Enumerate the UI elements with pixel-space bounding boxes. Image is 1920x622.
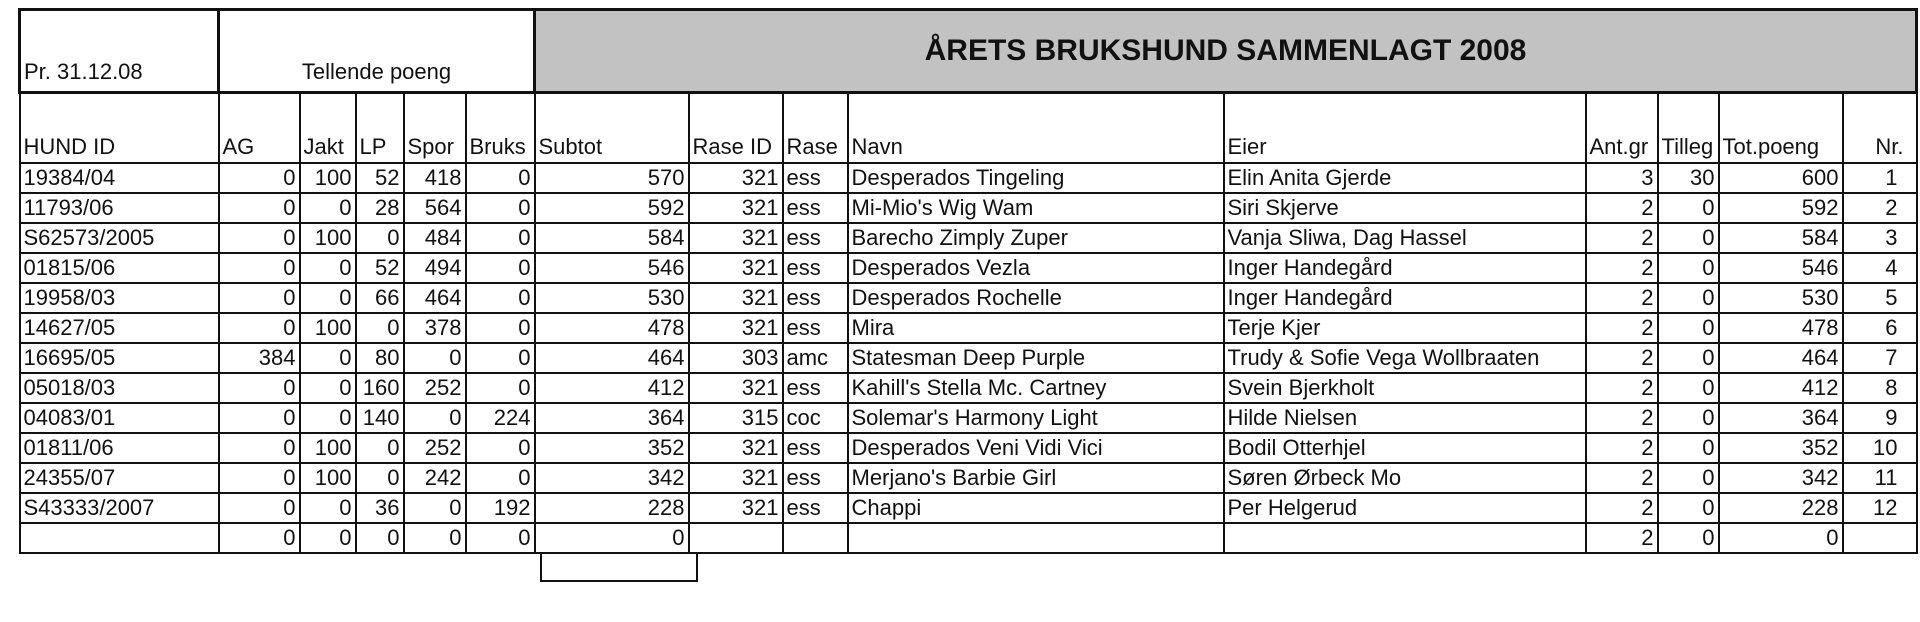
cell-lp[interactable]: 36	[356, 493, 404, 523]
cell-subtot[interactable]: 592	[535, 193, 689, 223]
cell-nr[interactable]: 3	[1843, 223, 1917, 253]
cell-ag[interactable]: 0	[219, 433, 300, 463]
table-row	[20, 403, 1917, 433]
cell-jakt[interactable]: 0	[300, 283, 356, 313]
cell-subtot[interactable]: 0	[535, 523, 689, 553]
cell-bruks[interactable]: 0	[466, 283, 535, 313]
cell-jakt[interactable]: 100	[300, 163, 356, 193]
cell-rase[interactable]: amc	[783, 343, 848, 373]
cell-rase[interactable]: ess	[783, 163, 848, 193]
cell-tot-poeng[interactable]: 584	[1719, 223, 1843, 253]
cell-navn[interactable]: Barecho Zimply Zuper	[848, 223, 1224, 253]
sheet-title[interactable]: ÅRETS BRUKSHUND SAMMENLAGT 2008	[535, 10, 1917, 93]
cell-spor[interactable]: 252	[404, 433, 466, 463]
cell-nr[interactable]: 9	[1843, 403, 1917, 433]
cell-rase-id[interactable]: 321	[689, 493, 783, 523]
cell-lp[interactable]: 0	[356, 433, 404, 463]
cell-ag[interactable]: 0	[219, 373, 300, 403]
cell-eier[interactable]: Søren Ørbeck Mo	[1224, 463, 1586, 493]
column-header-rase-id[interactable]: Rase ID	[689, 93, 783, 164]
table-row	[20, 163, 1917, 193]
column-header-spor[interactable]: Spor	[404, 93, 466, 164]
cell-nr[interactable]: 11	[1843, 463, 1917, 493]
column-header-tilleg[interactable]: Tilleg	[1658, 93, 1719, 164]
cell-tot-poeng[interactable]: 352	[1719, 433, 1843, 463]
cell-bruks[interactable]: 0	[466, 163, 535, 193]
cell-hund-id[interactable]: 04083/01	[20, 403, 219, 433]
cell-rase[interactable]: ess	[783, 373, 848, 403]
cell-ant-gr[interactable]: 2	[1586, 313, 1658, 343]
cell-rase-id[interactable]: 321	[689, 313, 783, 343]
cell-tot-poeng[interactable]: 228	[1719, 493, 1843, 523]
cell-spor[interactable]: 242	[404, 463, 466, 493]
report-date[interactable]: Pr. 31.12.08	[20, 10, 219, 93]
cell-bruks[interactable]: 0	[466, 343, 535, 373]
cell-spor[interactable]: 464	[404, 283, 466, 313]
cell-navn[interactable]: Solemar's Harmony Light	[848, 403, 1224, 433]
cell-jakt[interactable]: 100	[300, 223, 356, 253]
cell-spor[interactable]: 484	[404, 223, 466, 253]
cell-hund-id[interactable]: 05018/03	[20, 373, 219, 403]
cell-hund-id[interactable]: 01811/06	[20, 433, 219, 463]
cell-tilleg[interactable]: 0	[1658, 343, 1719, 373]
cell-ant-gr[interactable]: 2	[1586, 253, 1658, 283]
column-header-jakt[interactable]: Jakt	[300, 93, 356, 164]
cell-lp[interactable]: 140	[356, 403, 404, 433]
cell-rase-id[interactable]: 321	[689, 193, 783, 223]
subtotal-empty-cell[interactable]	[540, 553, 698, 582]
column-header-tot-poeng[interactable]: Tot.poeng	[1719, 93, 1843, 164]
table-row	[20, 223, 1917, 253]
cell-lp[interactable]: 0	[356, 313, 404, 343]
cell-nr[interactable]: 1	[1843, 163, 1917, 193]
cell-jakt[interactable]: 0	[300, 403, 356, 433]
cell-spor[interactable]: 378	[404, 313, 466, 343]
cell-tot-poeng[interactable]: 592	[1719, 193, 1843, 223]
column-header-eier[interactable]: Eier	[1224, 93, 1586, 164]
cell-rase[interactable]: ess	[783, 193, 848, 223]
cell-jakt[interactable]: 0	[300, 373, 356, 403]
cell-spor[interactable]: 0	[404, 343, 466, 373]
cell-navn[interactable]: Desperados Rochelle	[848, 283, 1224, 313]
cell-rase-id[interactable]: 321	[689, 223, 783, 253]
cell-jakt[interactable]: 100	[300, 433, 356, 463]
cell-tilleg[interactable]: 0	[1658, 373, 1719, 403]
cell-navn[interactable]: Merjano's Barbie Girl	[848, 463, 1224, 493]
cell-subtot[interactable]: 364	[535, 403, 689, 433]
cell-eier[interactable]: Svein Bjerkholt	[1224, 373, 1586, 403]
cell-tilleg[interactable]: 0	[1658, 463, 1719, 493]
cell-rase-id[interactable]: 321	[689, 373, 783, 403]
cell-hund-id[interactable]: 14627/05	[20, 313, 219, 343]
cell-subtot[interactable]: 464	[535, 343, 689, 373]
cell-tilleg[interactable]: 0	[1658, 433, 1719, 463]
cell-lp[interactable]: 52	[356, 253, 404, 283]
cell-tilleg[interactable]: 0	[1658, 193, 1719, 223]
cell-rase[interactable]: ess	[783, 463, 848, 493]
cell-ant-gr[interactable]: 2	[1586, 343, 1658, 373]
column-header-nr[interactable]: Nr.	[1843, 93, 1917, 164]
cell-navn[interactable]: Desperados Veni Vidi Vici	[848, 433, 1224, 463]
cell-hund-id[interactable]: 11793/06	[20, 193, 219, 223]
column-header-row	[20, 93, 1917, 164]
cell-lp[interactable]: 80	[356, 343, 404, 373]
cell-tot-poeng[interactable]: 530	[1719, 283, 1843, 313]
cell-rase-id[interactable]	[689, 523, 783, 553]
table-row	[20, 493, 1917, 523]
cell-navn[interactable]: Mira	[848, 313, 1224, 343]
cell-tilleg[interactable]: 0	[1658, 313, 1719, 343]
cell-navn[interactable]: Desperados Tingeling	[848, 163, 1224, 193]
cell-tot-poeng[interactable]: 342	[1719, 463, 1843, 493]
cell-jakt[interactable]: 0	[300, 493, 356, 523]
cell-ag[interactable]: 0	[219, 193, 300, 223]
cell-lp[interactable]: 52	[356, 163, 404, 193]
cell-rase[interactable]: coc	[783, 403, 848, 433]
cell-rase-id[interactable]: 321	[689, 463, 783, 493]
cell-ag[interactable]: 0	[219, 283, 300, 313]
cell-ant-gr[interactable]: 2	[1586, 433, 1658, 463]
cell-nr[interactable]: 2	[1843, 193, 1917, 223]
cell-spor[interactable]: 0	[404, 403, 466, 433]
cell-tilleg[interactable]: 30	[1658, 163, 1719, 193]
column-header-lp[interactable]: LP	[356, 93, 404, 164]
cell-subtot[interactable]: 478	[535, 313, 689, 343]
sheet-title-row	[20, 10, 1917, 93]
cell-navn[interactable]: Mi-Mio's Wig Wam	[848, 193, 1224, 223]
cell-jakt[interactable]: 0	[300, 193, 356, 223]
table-row	[20, 433, 1917, 463]
cell-rase-id[interactable]: 321	[689, 283, 783, 313]
cell-eier[interactable]: Elin Anita Gjerde	[1224, 163, 1586, 193]
cell-rase[interactable]: ess	[783, 433, 848, 463]
cell-ant-gr[interactable]: 2	[1586, 283, 1658, 313]
cell-nr[interactable]: 10	[1843, 433, 1917, 463]
cell-ag[interactable]: 0	[219, 403, 300, 433]
table-row	[20, 283, 1917, 313]
cell-bruks[interactable]: 192	[466, 493, 535, 523]
cell-navn[interactable]: Kahill's Stella Mc. Cartney	[848, 373, 1224, 403]
cell-ag[interactable]: 0	[219, 313, 300, 343]
cell-hund-id[interactable]: S43333/2007	[20, 493, 219, 523]
cell-bruks[interactable]: 0	[466, 523, 535, 553]
cell-spor[interactable]: 418	[404, 163, 466, 193]
cell-tilleg[interactable]: 0	[1658, 523, 1719, 553]
cell-ag[interactable]: 0	[219, 253, 300, 283]
column-header-bruks[interactable]: Bruks	[466, 93, 535, 164]
table-row	[20, 193, 1917, 223]
cell-eier[interactable]: Inger Handegård	[1224, 283, 1586, 313]
cell-bruks[interactable]: 0	[466, 193, 535, 223]
cell-rase-id[interactable]: 321	[689, 253, 783, 283]
cell-bruks[interactable]: 0	[466, 223, 535, 253]
cell-hund-id[interactable]: S62573/2005	[20, 223, 219, 253]
cell-tot-poeng[interactable]: 546	[1719, 253, 1843, 283]
cell-lp[interactable]: 28	[356, 193, 404, 223]
cell-subtot[interactable]: 546	[535, 253, 689, 283]
cell-subtot[interactable]: 584	[535, 223, 689, 253]
cell-eier[interactable]: Bodil Otterhjel	[1224, 433, 1586, 463]
cell-eier[interactable]: Per Helgerud	[1224, 493, 1586, 523]
cell-subtot[interactable]: 342	[535, 463, 689, 493]
column-header-ant-gr[interactable]: Ant.gr	[1586, 93, 1658, 164]
column-header-ag[interactable]: AG	[219, 93, 300, 164]
cell-ant-gr[interactable]: 2	[1586, 373, 1658, 403]
cell-bruks[interactable]: 224	[466, 403, 535, 433]
cell-tilleg[interactable]: 0	[1658, 283, 1719, 313]
table-row	[20, 373, 1917, 403]
cell-tilleg[interactable]: 0	[1658, 223, 1719, 253]
cell-spor[interactable]: 494	[404, 253, 466, 283]
cell-jakt[interactable]: 0	[300, 343, 356, 373]
cell-nr[interactable]: 7	[1843, 343, 1917, 373]
cell-ant-gr[interactable]: 2	[1586, 193, 1658, 223]
cell-lp[interactable]: 0	[356, 223, 404, 253]
cell-ant-gr[interactable]: 2	[1586, 463, 1658, 493]
cell-lp[interactable]: 0	[356, 463, 404, 493]
cell-hund-id[interactable]: 01815/06	[20, 253, 219, 283]
spreadsheet	[18, 8, 1918, 554]
cell-tot-poeng[interactable]: 478	[1719, 313, 1843, 343]
results-table	[18, 8, 1918, 554]
cell-rase[interactable]: ess	[783, 283, 848, 313]
cell-nr[interactable]	[1843, 523, 1917, 553]
cell-nr[interactable]: 8	[1843, 373, 1917, 403]
cell-rase[interactable]	[783, 523, 848, 553]
cell-lp[interactable]: 160	[356, 373, 404, 403]
counting-points-label[interactable]: Tellende poeng	[219, 10, 535, 93]
cell-spor[interactable]: 564	[404, 193, 466, 223]
cell-spor[interactable]: 252	[404, 373, 466, 403]
cell-tot-poeng[interactable]: 412	[1719, 373, 1843, 403]
cell-ag[interactable]: 0	[219, 523, 300, 553]
cell-rase[interactable]: ess	[783, 313, 848, 343]
cell-navn[interactable]: Desperados Vezla	[848, 253, 1224, 283]
cell-nr[interactable]: 5	[1843, 283, 1917, 313]
table-row	[20, 253, 1917, 283]
column-header-rase[interactable]: Rase	[783, 93, 848, 164]
cell-eier[interactable]: Inger Handegård	[1224, 253, 1586, 283]
cell-tot-poeng[interactable]: 0	[1719, 523, 1843, 553]
cell-bruks[interactable]: 0	[466, 253, 535, 283]
cell-tot-poeng[interactable]: 600	[1719, 163, 1843, 193]
cell-jakt[interactable]: 0	[300, 523, 356, 553]
cell-ag[interactable]: 0	[219, 223, 300, 253]
cell-ag[interactable]: 384	[219, 343, 300, 373]
cell-subtot[interactable]: 570	[535, 163, 689, 193]
cell-bruks[interactable]: 0	[466, 433, 535, 463]
table-row	[20, 313, 1917, 343]
cell-navn[interactable]	[848, 523, 1224, 553]
cell-tilleg[interactable]: 0	[1658, 403, 1719, 433]
cell-hund-id[interactable]	[20, 523, 219, 553]
cell-rase-id[interactable]: 303	[689, 343, 783, 373]
cell-lp[interactable]: 0	[356, 523, 404, 553]
cell-nr[interactable]: 6	[1843, 313, 1917, 343]
cell-hund-id[interactable]: 19958/03	[20, 283, 219, 313]
cell-hund-id[interactable]: 19384/04	[20, 163, 219, 193]
cell-rase-id[interactable]: 321	[689, 163, 783, 193]
column-header-navn[interactable]: Navn	[848, 93, 1224, 164]
cell-nr[interactable]: 4	[1843, 253, 1917, 283]
cell-ag[interactable]: 0	[219, 163, 300, 193]
cell-spor[interactable]: 0	[404, 493, 466, 523]
cell-ag[interactable]: 0	[219, 463, 300, 493]
cell-bruks[interactable]: 0	[466, 313, 535, 343]
cell-eier[interactable]: Siri Skjerve	[1224, 193, 1586, 223]
cell-hund-id[interactable]: 24355/07	[20, 463, 219, 493]
cell-eier[interactable]: Hilde Nielsen	[1224, 403, 1586, 433]
table-row	[20, 523, 1917, 553]
cell-jakt[interactable]: 0	[300, 253, 356, 283]
cell-tot-poeng[interactable]: 364	[1719, 403, 1843, 433]
cell-ag[interactable]: 0	[219, 493, 300, 523]
cell-subtot[interactable]: 530	[535, 283, 689, 313]
cell-jakt[interactable]: 100	[300, 463, 356, 493]
cell-rase[interactable]: ess	[783, 223, 848, 253]
table-row	[20, 463, 1917, 493]
cell-rase[interactable]: ess	[783, 253, 848, 283]
cell-spor[interactable]: 0	[404, 523, 466, 553]
column-header-subtot[interactable]: Subtot	[535, 93, 689, 164]
column-header-hund-id[interactable]: HUND ID	[20, 93, 219, 164]
cell-ant-gr[interactable]: 3	[1586, 163, 1658, 193]
table-row	[20, 343, 1917, 373]
cell-eier[interactable]: Terje Kjer	[1224, 313, 1586, 343]
cell-nr[interactable]: 12	[1843, 493, 1917, 523]
cell-bruks[interactable]: 0	[466, 373, 535, 403]
cell-navn[interactable]: Chappi	[848, 493, 1224, 523]
cell-rase[interactable]: ess	[783, 493, 848, 523]
cell-lp[interactable]: 66	[356, 283, 404, 313]
cell-tot-poeng[interactable]: 464	[1719, 343, 1843, 373]
cell-navn[interactable]: Statesman Deep Purple	[848, 343, 1224, 373]
cell-eier[interactable]	[1224, 523, 1586, 553]
cell-subtot[interactable]: 228	[535, 493, 689, 523]
cell-tilleg[interactable]: 0	[1658, 253, 1719, 283]
cell-jakt[interactable]: 100	[300, 313, 356, 343]
cell-subtot[interactable]: 412	[535, 373, 689, 403]
cell-eier[interactable]: Trudy & Sofie Vega Wollbraaten	[1224, 343, 1586, 373]
cell-rase-id[interactable]: 315	[689, 403, 783, 433]
cell-bruks[interactable]: 0	[466, 463, 535, 493]
cell-ant-gr[interactable]: 2	[1586, 403, 1658, 433]
cell-ant-gr[interactable]: 2	[1586, 523, 1658, 553]
cell-tilleg[interactable]: 0	[1658, 493, 1719, 523]
cell-ant-gr[interactable]: 2	[1586, 223, 1658, 253]
cell-rase-id[interactable]: 321	[689, 433, 783, 463]
cell-hund-id[interactable]: 16695/05	[20, 343, 219, 373]
cell-subtot[interactable]: 352	[535, 433, 689, 463]
cell-ant-gr[interactable]: 2	[1586, 493, 1658, 523]
cell-eier[interactable]: Vanja Sliwa, Dag Hassel	[1224, 223, 1586, 253]
